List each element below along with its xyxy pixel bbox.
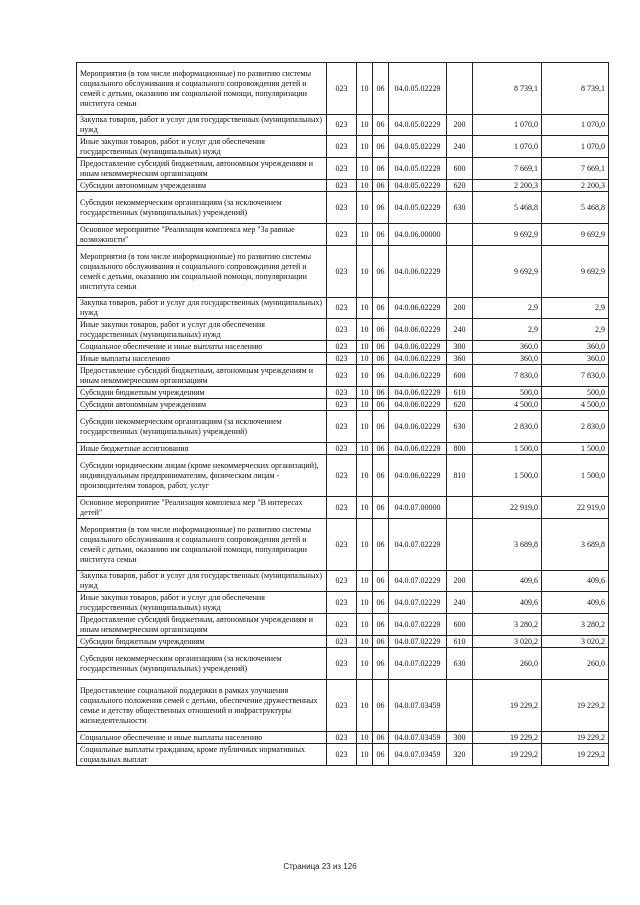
admin-code-cell: 023 [327, 365, 357, 387]
expense-name-cell: Мероприятия (в том числе информационные) по развитию системы социального обслуживания и социального сопровождения детей и семей с детьми, оказанию им социальной помощи, популяризации института семьи [77, 63, 327, 115]
subsection-code-cell: 06 [373, 341, 389, 353]
admin-code-cell: 023 [327, 680, 357, 732]
amount-cell: 409,6 [542, 592, 609, 614]
expense-name-cell: Субсидии бюджетным учреждениям [77, 636, 327, 648]
table-row [77, 519, 609, 571]
amount-cell: 22 919,0 [542, 497, 609, 519]
amount-cell: 409,6 [473, 571, 542, 592]
amount-cell: 1 500,0 [473, 455, 542, 497]
amount-cell: 2 830,0 [542, 411, 609, 443]
section-code-cell: 10 [357, 246, 373, 298]
amount-cell: 1 070,0 [473, 136, 542, 158]
expense-type-cell: 240 [447, 592, 473, 614]
amount-cell: 8 739,1 [542, 63, 609, 115]
admin-code-cell: 023 [327, 592, 357, 614]
subsection-code-cell: 06 [373, 399, 389, 411]
target-article-cell: 04.0.06.02229 [389, 399, 447, 411]
table-row [77, 180, 609, 192]
admin-code-cell: 023 [327, 192, 357, 224]
admin-code-cell: 023 [327, 319, 357, 341]
amount-cell: 2,9 [542, 298, 609, 319]
amount-cell: 1 070,0 [542, 115, 609, 136]
subsection-code-cell: 06 [373, 224, 389, 246]
table-row [77, 455, 609, 497]
amount-cell: 3 689,8 [473, 519, 542, 571]
expense-type-cell: 300 [447, 341, 473, 353]
admin-code-cell: 023 [327, 399, 357, 411]
expense-type-cell [447, 246, 473, 298]
target-article-cell: 04.0.06.00000 [389, 224, 447, 246]
section-code-cell: 10 [357, 353, 373, 365]
subsection-code-cell: 06 [373, 158, 389, 180]
amount-cell: 3 020,2 [473, 636, 542, 648]
expense-type-cell: 610 [447, 636, 473, 648]
amount-cell: 260,0 [542, 648, 609, 680]
section-code-cell: 10 [357, 341, 373, 353]
expense-type-cell: 610 [447, 387, 473, 399]
target-article-cell: 04.0.07.02229 [389, 636, 447, 648]
amount-cell: 1 070,0 [542, 136, 609, 158]
amount-cell: 19 229,2 [542, 744, 609, 766]
expense-name-cell: Субсидии некоммерческим организациям (за исключением государственных (муниципальных) учреждений) [77, 411, 327, 443]
subsection-code-cell: 06 [373, 115, 389, 136]
target-article-cell: 04.0.06.02229 [389, 341, 447, 353]
section-code-cell: 10 [357, 180, 373, 192]
admin-code-cell: 023 [327, 411, 357, 443]
expense-name-cell: Субсидии автономным учреждениям [77, 180, 327, 192]
admin-code-cell: 023 [327, 614, 357, 636]
target-article-cell: 04.0.07.00000 [389, 497, 447, 519]
admin-code-cell: 023 [327, 158, 357, 180]
expense-name-cell: Мероприятия (в том числе информационные) по развитию системы социального обслуживания и социального сопровождения детей и семей с детьми, оказанию им социальной помощи, популяризации института семьи [77, 519, 327, 571]
expense-name-cell: Основное мероприятие "Реализация комплекса мер "За равные возможности" [77, 224, 327, 246]
amount-cell: 19 229,2 [542, 680, 609, 732]
amount-cell: 19 229,2 [542, 732, 609, 744]
section-code-cell: 10 [357, 115, 373, 136]
admin-code-cell: 023 [327, 455, 357, 497]
expense-type-cell: 600 [447, 365, 473, 387]
target-article-cell: 04.0.05.02229 [389, 63, 447, 115]
subsection-code-cell: 06 [373, 387, 389, 399]
target-article-cell: 04.0.07.03459 [389, 744, 447, 766]
amount-cell: 19 229,2 [473, 744, 542, 766]
table-row [77, 732, 609, 744]
expense-type-cell: 810 [447, 455, 473, 497]
expense-type-cell: 600 [447, 158, 473, 180]
section-code-cell: 10 [357, 744, 373, 766]
subsection-code-cell: 06 [373, 455, 389, 497]
section-code-cell: 10 [357, 224, 373, 246]
table-row [77, 648, 609, 680]
subsection-code-cell: 06 [373, 298, 389, 319]
amount-cell: 360,0 [542, 341, 609, 353]
target-article-cell: 04.0.07.02229 [389, 648, 447, 680]
expense-name-cell: Предоставление субсидий бюджетным, автономным учреждениям и иным некоммерческим организациям [77, 365, 327, 387]
target-article-cell: 04.0.05.02229 [389, 136, 447, 158]
target-article-cell: 04.0.05.02229 [389, 158, 447, 180]
expense-name-cell: Субсидии юридическим лицам (кроме некоммерческих организаций), индивидуальным предпринимателям, физическим лицам - производителям товаров, работ, услуг [77, 455, 327, 497]
admin-code-cell: 023 [327, 571, 357, 592]
table-row [77, 411, 609, 443]
expense-type-cell: 200 [447, 571, 473, 592]
expense-type-cell: 240 [447, 319, 473, 341]
table-row [77, 387, 609, 399]
target-article-cell: 04.0.05.02229 [389, 192, 447, 224]
section-code-cell: 10 [357, 136, 373, 158]
table-row [77, 399, 609, 411]
subsection-code-cell: 06 [373, 614, 389, 636]
amount-cell: 409,6 [473, 592, 542, 614]
amount-cell: 9 692,9 [542, 246, 609, 298]
admin-code-cell: 023 [327, 115, 357, 136]
amount-cell: 3 020,2 [542, 636, 609, 648]
amount-cell: 500,0 [473, 387, 542, 399]
section-code-cell: 10 [357, 636, 373, 648]
admin-code-cell: 023 [327, 298, 357, 319]
expense-type-cell: 300 [447, 732, 473, 744]
expense-name-cell: Закупка товаров, работ и услуг для государственных (муниципальных) нужд [77, 298, 327, 319]
expense-type-cell [447, 680, 473, 732]
amount-cell: 360,0 [473, 341, 542, 353]
amount-cell: 19 229,2 [473, 732, 542, 744]
amount-cell: 1 500,0 [542, 443, 609, 455]
target-article-cell: 04.0.06.02229 [389, 387, 447, 399]
subsection-code-cell: 06 [373, 592, 389, 614]
table-row [77, 497, 609, 519]
section-code-cell: 10 [357, 680, 373, 732]
section-code-cell: 10 [357, 298, 373, 319]
amount-cell: 19 229,2 [473, 680, 542, 732]
section-code-cell: 10 [357, 614, 373, 636]
expense-type-cell: 800 [447, 443, 473, 455]
amount-cell: 4 500,0 [473, 399, 542, 411]
amount-cell: 7 669,1 [542, 158, 609, 180]
table-row [77, 192, 609, 224]
amount-cell: 360,0 [473, 353, 542, 365]
table-row [77, 636, 609, 648]
admin-code-cell: 023 [327, 636, 357, 648]
table-row [77, 592, 609, 614]
expense-name-cell: Социальное обеспечение и иные выплаты населению [77, 341, 327, 353]
expense-name-cell: Иные бюджетные ассигнования [77, 443, 327, 455]
expense-name-cell: Субсидии автономным учреждениям [77, 399, 327, 411]
target-article-cell: 04.0.05.02229 [389, 180, 447, 192]
amount-cell: 2,9 [473, 319, 542, 341]
admin-code-cell: 023 [327, 224, 357, 246]
amount-cell: 5 468,8 [473, 192, 542, 224]
admin-code-cell: 023 [327, 180, 357, 192]
budget-table [76, 62, 609, 766]
table-row [77, 63, 609, 115]
admin-code-cell: 023 [327, 732, 357, 744]
expense-name-cell: Социальное обеспечение и иные выплаты населению [77, 732, 327, 744]
subsection-code-cell: 06 [373, 519, 389, 571]
subsection-code-cell: 06 [373, 365, 389, 387]
admin-code-cell: 023 [327, 341, 357, 353]
amount-cell: 409,6 [542, 571, 609, 592]
admin-code-cell: 023 [327, 443, 357, 455]
subsection-code-cell: 06 [373, 246, 389, 298]
expense-type-cell: 630 [447, 648, 473, 680]
section-code-cell: 10 [357, 399, 373, 411]
amount-cell: 5 468,8 [542, 192, 609, 224]
expense-type-cell: 630 [447, 411, 473, 443]
subsection-code-cell: 06 [373, 63, 389, 115]
amount-cell: 7 830,0 [542, 365, 609, 387]
amount-cell: 7 830,0 [473, 365, 542, 387]
admin-code-cell: 023 [327, 648, 357, 680]
section-code-cell: 10 [357, 387, 373, 399]
amount-cell: 2,9 [473, 298, 542, 319]
amount-cell: 500,0 [542, 387, 609, 399]
target-article-cell: 04.0.07.02229 [389, 519, 447, 571]
expense-type-cell: 360 [447, 353, 473, 365]
table-row [77, 246, 609, 298]
section-code-cell: 10 [357, 365, 373, 387]
table-body [77, 63, 609, 766]
amount-cell: 4 500,0 [542, 399, 609, 411]
section-code-cell: 10 [357, 648, 373, 680]
expense-name-cell: Иные закупки товаров, работ и услуг для обеспечения государственных (муниципальных) нужд [77, 319, 327, 341]
table-row [77, 443, 609, 455]
amount-cell: 1 500,0 [473, 443, 542, 455]
amount-cell: 7 669,1 [473, 158, 542, 180]
section-code-cell: 10 [357, 63, 373, 115]
table-row [77, 744, 609, 766]
target-article-cell: 04.0.06.02229 [389, 443, 447, 455]
subsection-code-cell: 06 [373, 353, 389, 365]
amount-cell: 3 280,2 [542, 614, 609, 636]
subsection-code-cell: 06 [373, 636, 389, 648]
expense-name-cell: Мероприятия (в том числе информационные) по развитию системы социального обслуживания и социального сопровождения детей и семей с детьми, оказанию им социальной помощи, популяризации института семьи [77, 246, 327, 298]
table-row [77, 353, 609, 365]
subsection-code-cell: 06 [373, 192, 389, 224]
table-row [77, 571, 609, 592]
amount-cell: 3 280,2 [473, 614, 542, 636]
amount-cell: 8 739,1 [473, 63, 542, 115]
expense-type-cell: 320 [447, 744, 473, 766]
target-article-cell: 04.0.06.02229 [389, 411, 447, 443]
admin-code-cell: 023 [327, 387, 357, 399]
section-code-cell: 10 [357, 411, 373, 443]
expense-type-cell: 630 [447, 192, 473, 224]
expense-name-cell: Субсидии бюджетным учреждениям [77, 387, 327, 399]
amount-cell: 22 919,0 [473, 497, 542, 519]
subsection-code-cell: 06 [373, 411, 389, 443]
target-article-cell: 04.0.07.02229 [389, 592, 447, 614]
table-row [77, 136, 609, 158]
expense-type-cell [447, 63, 473, 115]
section-code-cell: 10 [357, 443, 373, 455]
subsection-code-cell: 06 [373, 319, 389, 341]
admin-code-cell: 023 [327, 519, 357, 571]
table-row [77, 365, 609, 387]
amount-cell: 360,0 [542, 353, 609, 365]
admin-code-cell: 023 [327, 744, 357, 766]
admin-code-cell: 023 [327, 136, 357, 158]
target-article-cell: 04.0.05.02229 [389, 115, 447, 136]
section-code-cell: 10 [357, 592, 373, 614]
expense-type-cell [447, 519, 473, 571]
expense-name-cell: Иные выплаты населению [77, 353, 327, 365]
table-row [77, 680, 609, 732]
table-row [77, 614, 609, 636]
expense-type-cell: 600 [447, 614, 473, 636]
expense-type-cell: 200 [447, 298, 473, 319]
target-article-cell: 04.0.07.03459 [389, 680, 447, 732]
subsection-code-cell: 06 [373, 136, 389, 158]
section-code-cell: 10 [357, 319, 373, 341]
amount-cell: 260,0 [473, 648, 542, 680]
table-row [77, 341, 609, 353]
expense-name-cell: Субсидии некоммерческим организациям (за исключением государственных (муниципальных) учреждений) [77, 192, 327, 224]
subsection-code-cell: 06 [373, 732, 389, 744]
target-article-cell: 04.0.07.02229 [389, 614, 447, 636]
amount-cell: 2 830,0 [473, 411, 542, 443]
subsection-code-cell: 06 [373, 180, 389, 192]
section-code-cell: 10 [357, 192, 373, 224]
target-article-cell: 04.0.07.03459 [389, 732, 447, 744]
expense-name-cell: Иные закупки товаров, работ и услуг для обеспечения государственных (муниципальных) нужд [77, 136, 327, 158]
table-row [77, 115, 609, 136]
amount-cell: 1 070,0 [473, 115, 542, 136]
expense-name-cell: Закупка товаров, работ и услуг для государственных (муниципальных) нужд [77, 115, 327, 136]
target-article-cell: 04.0.06.02229 [389, 455, 447, 497]
target-article-cell: 04.0.06.02229 [389, 319, 447, 341]
table-row [77, 319, 609, 341]
amount-cell: 9 692,9 [473, 224, 542, 246]
target-article-cell: 04.0.06.02229 [389, 246, 447, 298]
expense-name-cell: Закупка товаров, работ и услуг для государственных (муниципальных) нужд [77, 571, 327, 592]
admin-code-cell: 023 [327, 246, 357, 298]
section-code-cell: 10 [357, 455, 373, 497]
expense-name-cell: Предоставление социальной поддержки в рамках улучшения социального положения семей с детьми, обеспечение дружественных семье и детству общественных отношений и инфраструктуры жизнедеятельности [77, 680, 327, 732]
subsection-code-cell: 06 [373, 744, 389, 766]
admin-code-cell: 023 [327, 353, 357, 365]
expense-name-cell: Предоставление субсидий бюджетным, автономным учреждениям и иным некоммерческим организациям [77, 614, 327, 636]
table-row [77, 224, 609, 246]
section-code-cell: 10 [357, 497, 373, 519]
section-code-cell: 10 [357, 519, 373, 571]
admin-code-cell: 023 [327, 63, 357, 115]
section-code-cell: 10 [357, 732, 373, 744]
expense-type-cell: 240 [447, 136, 473, 158]
amount-cell: 2 200,3 [473, 180, 542, 192]
admin-code-cell: 023 [327, 497, 357, 519]
amount-cell: 2 200,3 [542, 180, 609, 192]
expense-type-cell: 620 [447, 399, 473, 411]
expense-name-cell: Социальные выплаты гражданам, кроме публичных нормативных социальных выплат [77, 744, 327, 766]
target-article-cell: 04.0.06.02229 [389, 353, 447, 365]
subsection-code-cell: 06 [373, 571, 389, 592]
subsection-code-cell: 06 [373, 648, 389, 680]
page-number: Страница 23 из 126 [283, 862, 357, 871]
expense-name-cell: Субсидии некоммерческим организациям (за исключением государственных (муниципальных) учреждений) [77, 648, 327, 680]
target-article-cell: 04.0.06.02229 [389, 298, 447, 319]
table-row [77, 158, 609, 180]
section-code-cell: 10 [357, 571, 373, 592]
expense-name-cell: Предоставление субсидий бюджетным, автономным учреждениям и иным некоммерческим организациям [77, 158, 327, 180]
expense-name-cell: Основное мероприятие "Реализация комплекса мер "В интересах детей" [77, 497, 327, 519]
expense-type-cell: 200 [447, 115, 473, 136]
section-code-cell: 10 [357, 158, 373, 180]
amount-cell: 1 500,0 [542, 455, 609, 497]
subsection-code-cell: 06 [373, 497, 389, 519]
expense-type-cell: 620 [447, 180, 473, 192]
amount-cell: 9 692,9 [542, 224, 609, 246]
amount-cell: 2,9 [542, 319, 609, 341]
amount-cell: 9 692,9 [473, 246, 542, 298]
subsection-code-cell: 06 [373, 443, 389, 455]
amount-cell: 3 689,8 [542, 519, 609, 571]
expense-type-cell [447, 497, 473, 519]
target-article-cell: 04.0.06.02229 [389, 365, 447, 387]
subsection-code-cell: 06 [373, 680, 389, 732]
table-row [77, 298, 609, 319]
expense-name-cell: Иные закупки товаров, работ и услуг для обеспечения государственных (муниципальных) нужд [77, 592, 327, 614]
expense-type-cell [447, 224, 473, 246]
target-article-cell: 04.0.07.02229 [389, 571, 447, 592]
